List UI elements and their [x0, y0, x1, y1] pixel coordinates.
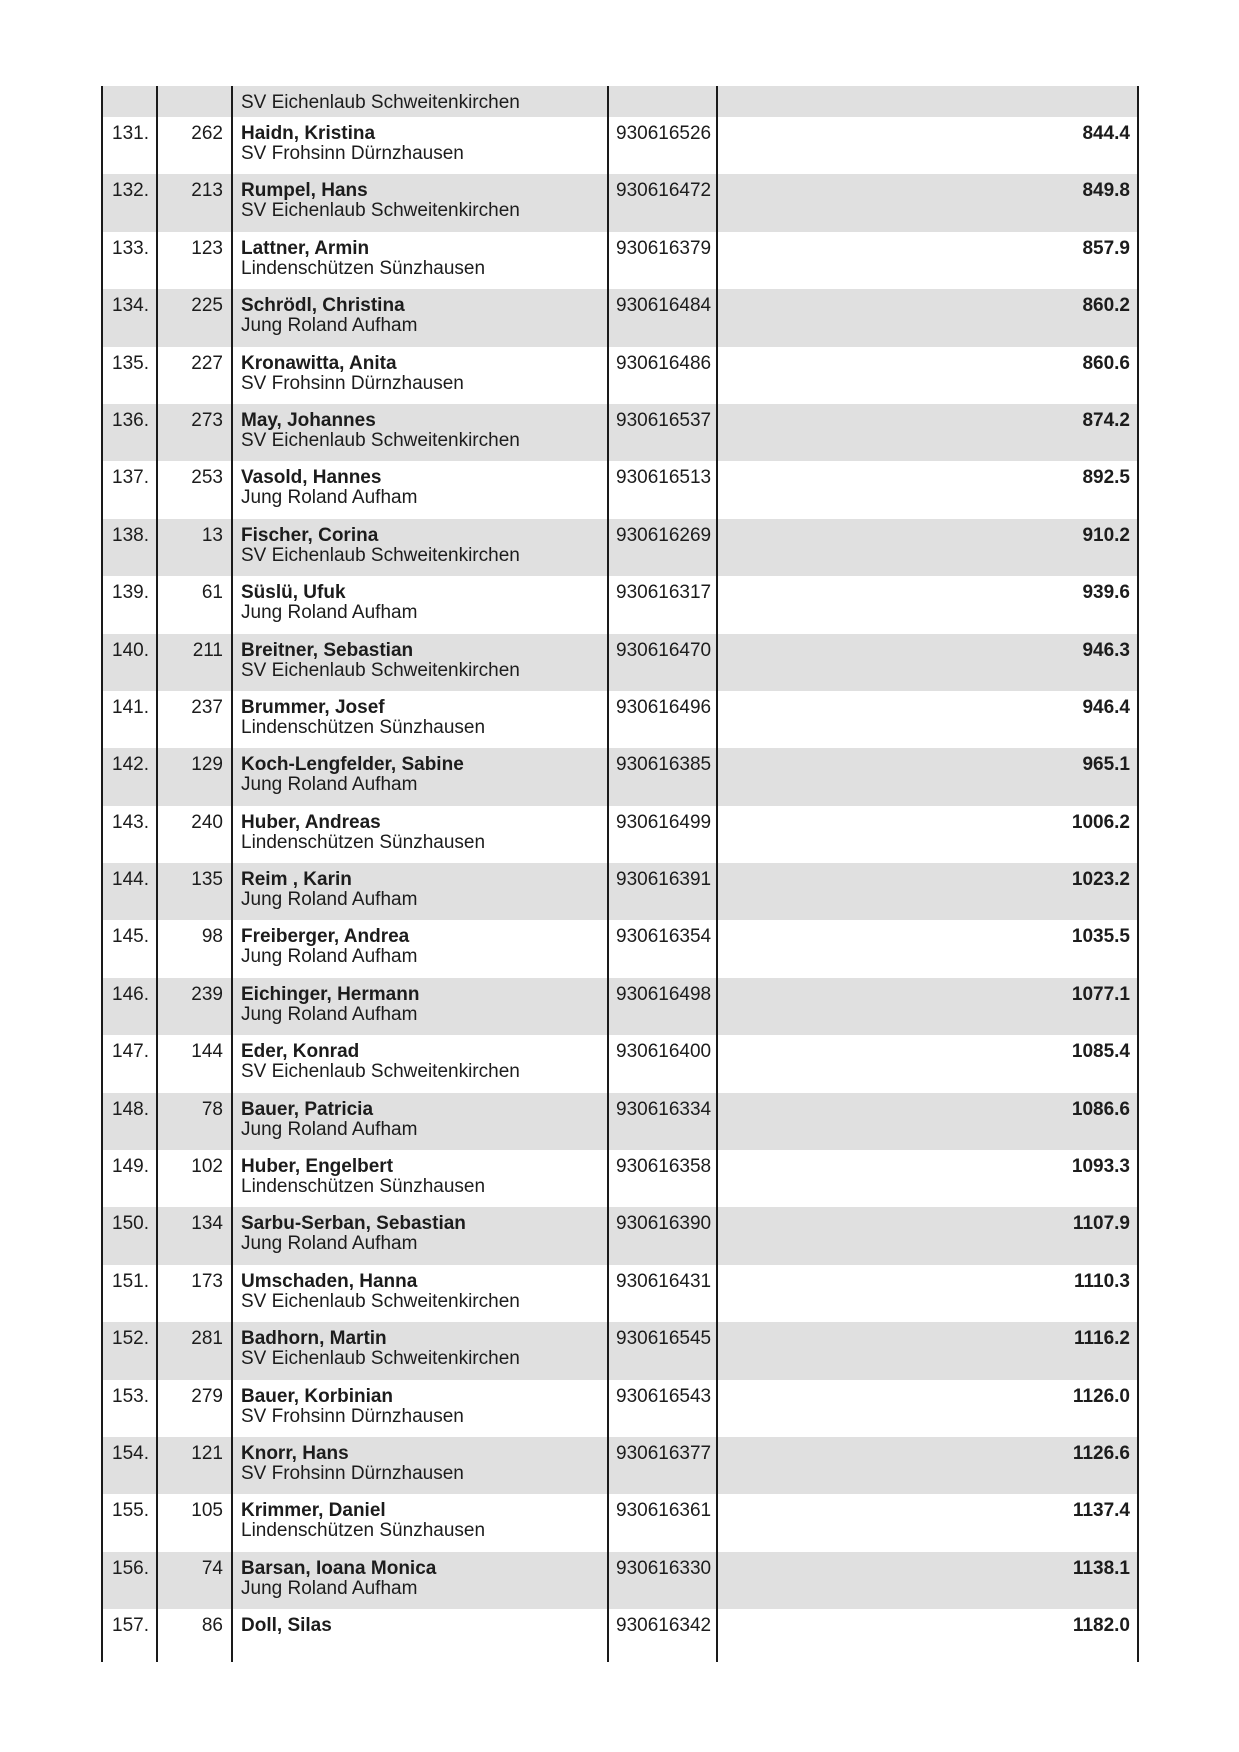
table-row	[101, 1265, 1139, 1322]
table-row	[101, 461, 1139, 518]
competitor-name: Kronawitta, Anita	[241, 352, 397, 374]
pass-number-cell: 930616496	[609, 691, 718, 748]
name-cell	[233, 86, 609, 117]
table-row	[101, 117, 1139, 174]
competitor-name: Knorr, Hans	[241, 1442, 349, 1464]
club-name: Jung Roland Aufham	[241, 1577, 418, 1599]
score-cell: 1182.0	[1072, 1615, 1130, 1637]
rank-cell: 138.	[103, 519, 158, 576]
competitor-name: Eichinger, Hermann	[241, 983, 420, 1005]
table-row	[101, 691, 1139, 748]
score-cell: 1116.2	[1073, 1328, 1130, 1350]
start-number-cell: 86	[158, 1609, 233, 1662]
competitor-name: Huber, Andreas	[241, 811, 381, 833]
rank-cell: 143.	[103, 806, 158, 863]
rank-cell: 131.	[103, 117, 158, 174]
competitor-name: Schrödl, Christina	[241, 295, 405, 317]
score-cell: 849.8	[1082, 180, 1130, 202]
score-cell: 1126.0	[1072, 1385, 1130, 1407]
start-number-cell: 262	[158, 117, 233, 174]
name-cell	[233, 920, 609, 977]
name-cell	[233, 461, 609, 518]
competitor-name: Rumpel, Hans	[241, 180, 368, 202]
start-number-cell: 213	[158, 174, 233, 231]
table-row	[101, 289, 1139, 346]
table-row	[101, 1035, 1139, 1092]
competitor-name: Huber, Engelbert	[241, 1156, 394, 1178]
table-row	[101, 1150, 1139, 1207]
table-row	[101, 576, 1139, 633]
rank-cell: 149.	[103, 1150, 158, 1207]
rank-cell: 136.	[103, 404, 158, 461]
start-number-cell: 134	[158, 1207, 233, 1264]
competitor-name: Haidn, Kristina	[241, 123, 376, 144]
club-name: Jung Roland Aufham	[241, 1118, 418, 1140]
pass-number-cell: 930616358	[609, 1150, 718, 1207]
table-row	[101, 978, 1139, 1035]
start-number-cell: 121	[158, 1437, 233, 1494]
rank-cell: 134.	[103, 289, 158, 346]
pass-number-cell: 930616391	[609, 863, 718, 920]
club-name: SV Eichenlaub Schweitenkirchen	[241, 429, 520, 451]
competitor-name: May, Johannes	[241, 409, 376, 431]
club-name: Lindenschützen Sünzhausen	[241, 831, 486, 853]
rank-cell: 157.	[103, 1609, 158, 1662]
table-row	[101, 519, 1139, 576]
pass-number-cell: 930616354	[609, 920, 718, 977]
club-name: SV Eichenlaub Schweitenkirchen	[241, 659, 520, 681]
rank-cell: 141.	[103, 691, 158, 748]
rank-cell: 155.	[103, 1494, 158, 1551]
results-table	[101, 86, 1139, 1662]
competitor-name: Reim , Karin	[241, 869, 352, 891]
pass-number-cell: 930616317	[609, 576, 718, 633]
pass-number-cell: 930616545	[609, 1322, 718, 1379]
club-name: SV Frohsinn Dürnzhausen	[241, 1405, 464, 1427]
name-cell	[233, 404, 609, 461]
rank-cell: 153.	[103, 1380, 158, 1437]
name-cell	[233, 1207, 609, 1264]
start-number-cell: 144	[158, 1035, 233, 1092]
name-cell	[233, 1494, 609, 1551]
club-name: SV Eichenlaub Schweitenkirchen	[241, 92, 520, 113]
competitor-name: Lattner, Armin	[241, 237, 370, 259]
club-name: SV Frohsinn Dürnzhausen	[241, 143, 464, 164]
rank-cell: 152.	[103, 1322, 158, 1379]
table-row	[101, 347, 1139, 404]
pass-number-cell: 930616377	[609, 1437, 718, 1494]
score-cell: 946.4	[1082, 696, 1130, 718]
start-number-cell: 78	[158, 1093, 233, 1150]
name-cell	[233, 519, 609, 576]
name-cell	[233, 1609, 609, 1662]
start-number-cell: 273	[158, 404, 233, 461]
start-number-cell: 61	[158, 576, 233, 633]
rank-cell: 147.	[103, 1035, 158, 1092]
table-row	[101, 1207, 1139, 1264]
competitor-name: Bauer, Korbinian	[241, 1385, 394, 1407]
name-cell	[233, 289, 609, 346]
table-row	[101, 1380, 1139, 1437]
competitor-name: Koch-Lengfelder, Sabine	[241, 754, 464, 776]
pass-number-cell: 930616472	[609, 174, 718, 231]
table-row	[101, 174, 1139, 231]
rank-cell: 145.	[103, 920, 158, 977]
score-cell: 860.6	[1082, 352, 1130, 374]
score-cell: 965.1	[1082, 754, 1130, 776]
name-cell	[233, 174, 609, 231]
score-cell: 857.9	[1082, 237, 1130, 259]
competitor-name: Doll, Silas	[241, 1615, 332, 1637]
rank-cell: 139.	[103, 576, 158, 633]
start-number-cell: 13	[158, 519, 233, 576]
start-number-cell: 281	[158, 1322, 233, 1379]
pass-number-cell: 930616526	[609, 117, 718, 174]
name-cell	[233, 117, 609, 174]
start-number-cell: 98	[158, 920, 233, 977]
pass-number-cell: 930616431	[609, 1265, 718, 1322]
rank-cell: 146.	[103, 978, 158, 1035]
club-name: Jung Roland Aufham	[241, 889, 418, 911]
rank-cell: 151.	[103, 1265, 158, 1322]
club-name: Lindenschützen Sünzhausen	[241, 1176, 486, 1198]
pass-number-cell: 930616484	[609, 289, 718, 346]
name-cell	[233, 1380, 609, 1437]
table-row	[101, 748, 1139, 805]
start-number-cell: 74	[158, 1552, 233, 1609]
club-name: Jung Roland Aufham	[241, 774, 418, 796]
start-number-cell: 129	[158, 748, 233, 805]
rank-cell: 137.	[103, 461, 158, 518]
score-cell: 1107.9	[1072, 1213, 1130, 1235]
start-number-cell: 105	[158, 1494, 233, 1551]
pass-number-cell: 930616390	[609, 1207, 718, 1264]
pass-number-cell: 930616269	[609, 519, 718, 576]
pass-number-cell: 930616498	[609, 978, 718, 1035]
table-row	[101, 920, 1139, 977]
competitor-name: Vasold, Hannes	[241, 467, 382, 489]
name-cell	[233, 232, 609, 289]
name-cell	[233, 634, 609, 691]
score-cell: 910.2	[1082, 524, 1130, 546]
pass-number-cell: 930616470	[609, 634, 718, 691]
name-cell	[233, 576, 609, 633]
competitor-name: Fischer, Corina	[241, 524, 379, 546]
name-cell	[233, 806, 609, 863]
pass-number-cell: 930616499	[609, 806, 718, 863]
pass-number-cell: 930616342	[609, 1609, 718, 1662]
competitor-name: Freiberger, Andrea	[241, 926, 410, 948]
name-cell	[233, 863, 609, 920]
club-name: SV Eichenlaub Schweitenkirchen	[241, 200, 520, 222]
pass-number-cell: 930616400	[609, 1035, 718, 1092]
club-name: SV Eichenlaub Schweitenkirchen	[241, 1290, 520, 1312]
table-row	[101, 1552, 1139, 1609]
start-number-cell: 253	[158, 461, 233, 518]
table-row	[101, 404, 1139, 461]
club-name: Lindenschützen Sünzhausen	[241, 1520, 486, 1542]
name-cell	[233, 1035, 609, 1092]
pass-number-cell: 930616486	[609, 347, 718, 404]
name-cell	[233, 748, 609, 805]
club-name: Lindenschützen Sünzhausen	[241, 257, 486, 279]
competitor-name: Bauer, Patricia	[241, 1098, 374, 1120]
start-number-cell	[158, 86, 233, 117]
club-name: SV Frohsinn Dürnzhausen	[241, 1462, 464, 1484]
club-name: Jung Roland Aufham	[241, 315, 418, 337]
table-row	[101, 1609, 1139, 1662]
club-name: Jung Roland Aufham	[241, 1003, 418, 1025]
name-cell	[233, 1150, 609, 1207]
table-row	[101, 1322, 1139, 1379]
club-name: Jung Roland Aufham	[241, 487, 418, 509]
start-number-cell: 279	[158, 1380, 233, 1437]
start-number-cell: 237	[158, 691, 233, 748]
score-cell: 1035.5	[1071, 926, 1130, 948]
rank-cell: 135.	[103, 347, 158, 404]
score-cell: 860.2	[1082, 295, 1130, 317]
competitor-name: Umschaden, Hanna	[241, 1270, 418, 1292]
club-name: SV Frohsinn Dürnzhausen	[241, 372, 464, 394]
start-number-cell: 225	[158, 289, 233, 346]
name-cell	[233, 978, 609, 1035]
start-number-cell: 123	[158, 232, 233, 289]
pass-number-cell: 930616330	[609, 1552, 718, 1609]
rank-cell: 142.	[103, 748, 158, 805]
name-cell	[233, 691, 609, 748]
table-row	[101, 1437, 1139, 1494]
club-name: SV Eichenlaub Schweitenkirchen	[241, 1348, 520, 1370]
table-row	[101, 232, 1139, 289]
competitor-name: Breitner, Sebastian	[241, 639, 414, 661]
table-row	[101, 1494, 1139, 1551]
score-cell: 1093.3	[1071, 1156, 1130, 1178]
score-cell: 844.4	[1082, 123, 1130, 144]
rank-cell: 140.	[103, 634, 158, 691]
pass-number-cell: 930616379	[609, 232, 718, 289]
table-row	[101, 863, 1139, 920]
score-cell: 1138.1	[1072, 1557, 1130, 1579]
table-row-carryover	[101, 86, 1139, 117]
score-cell: 1023.2	[1071, 869, 1130, 891]
score-cell: 939.6	[1082, 582, 1130, 604]
rank-cell	[103, 86, 158, 117]
rank-cell: 132.	[103, 174, 158, 231]
competitor-name: Badhorn, Martin	[241, 1328, 387, 1350]
table-row	[101, 806, 1139, 863]
pass-number-cell: 930616334	[609, 1093, 718, 1150]
name-cell	[233, 347, 609, 404]
name-cell	[233, 1437, 609, 1494]
rank-cell: 144.	[103, 863, 158, 920]
name-cell	[233, 1552, 609, 1609]
rank-cell: 156.	[103, 1552, 158, 1609]
score-cell: 946.3	[1082, 639, 1130, 661]
start-number-cell: 227	[158, 347, 233, 404]
start-number-cell: 211	[158, 634, 233, 691]
competitor-name: Eder, Konrad	[241, 1041, 360, 1063]
name-cell	[233, 1093, 609, 1150]
table-row	[101, 634, 1139, 691]
club-name: SV Eichenlaub Schweitenkirchen	[241, 544, 520, 566]
start-number-cell: 240	[158, 806, 233, 863]
name-cell	[233, 1322, 609, 1379]
pass-number-cell: 930616361	[609, 1494, 718, 1551]
score-cell: 1137.4	[1072, 1500, 1130, 1522]
pass-number-cell	[609, 86, 718, 117]
start-number-cell: 135	[158, 863, 233, 920]
score-cell: 1077.1	[1071, 983, 1130, 1005]
rank-cell: 154.	[103, 1437, 158, 1494]
start-number-cell: 239	[158, 978, 233, 1035]
score-cell: 1126.6	[1072, 1442, 1130, 1464]
score-cell: 1086.6	[1071, 1098, 1130, 1120]
score-cell: 1110.3	[1073, 1270, 1130, 1292]
name-cell	[233, 1265, 609, 1322]
pass-number-cell: 930616513	[609, 461, 718, 518]
competitor-name: Krimmer, Daniel	[241, 1500, 386, 1522]
pass-number-cell: 930616385	[609, 748, 718, 805]
rank-cell: 148.	[103, 1093, 158, 1150]
score-cell: 1085.4	[1071, 1041, 1130, 1063]
table-body	[101, 117, 1139, 1662]
competitor-name: Brummer, Josef	[241, 696, 385, 718]
start-number-cell: 102	[158, 1150, 233, 1207]
score-cell: 1006.2	[1071, 811, 1130, 833]
club-name: Jung Roland Aufham	[241, 1233, 418, 1255]
club-name: Jung Roland Aufham	[241, 602, 418, 624]
score-cell: 892.5	[1082, 467, 1130, 489]
rank-cell: 133.	[103, 232, 158, 289]
pass-number-cell: 930616537	[609, 404, 718, 461]
club-name: SV Eichenlaub Schweitenkirchen	[241, 1061, 520, 1083]
club-name: Lindenschützen Sünzhausen	[241, 716, 486, 738]
table-row	[101, 1093, 1139, 1150]
pass-number-cell: 930616543	[609, 1380, 718, 1437]
score-cell: 874.2	[1082, 409, 1130, 431]
competitor-name: Barsan, Ioana Monica	[241, 1557, 437, 1579]
rank-cell: 150.	[103, 1207, 158, 1264]
competitor-name: Sarbu-Serban, Sebastian	[241, 1213, 466, 1235]
start-number-cell: 173	[158, 1265, 233, 1322]
club-name: Jung Roland Aufham	[241, 946, 418, 968]
competitor-name: Süslü, Ufuk	[241, 582, 346, 604]
score-cell	[718, 86, 1137, 117]
